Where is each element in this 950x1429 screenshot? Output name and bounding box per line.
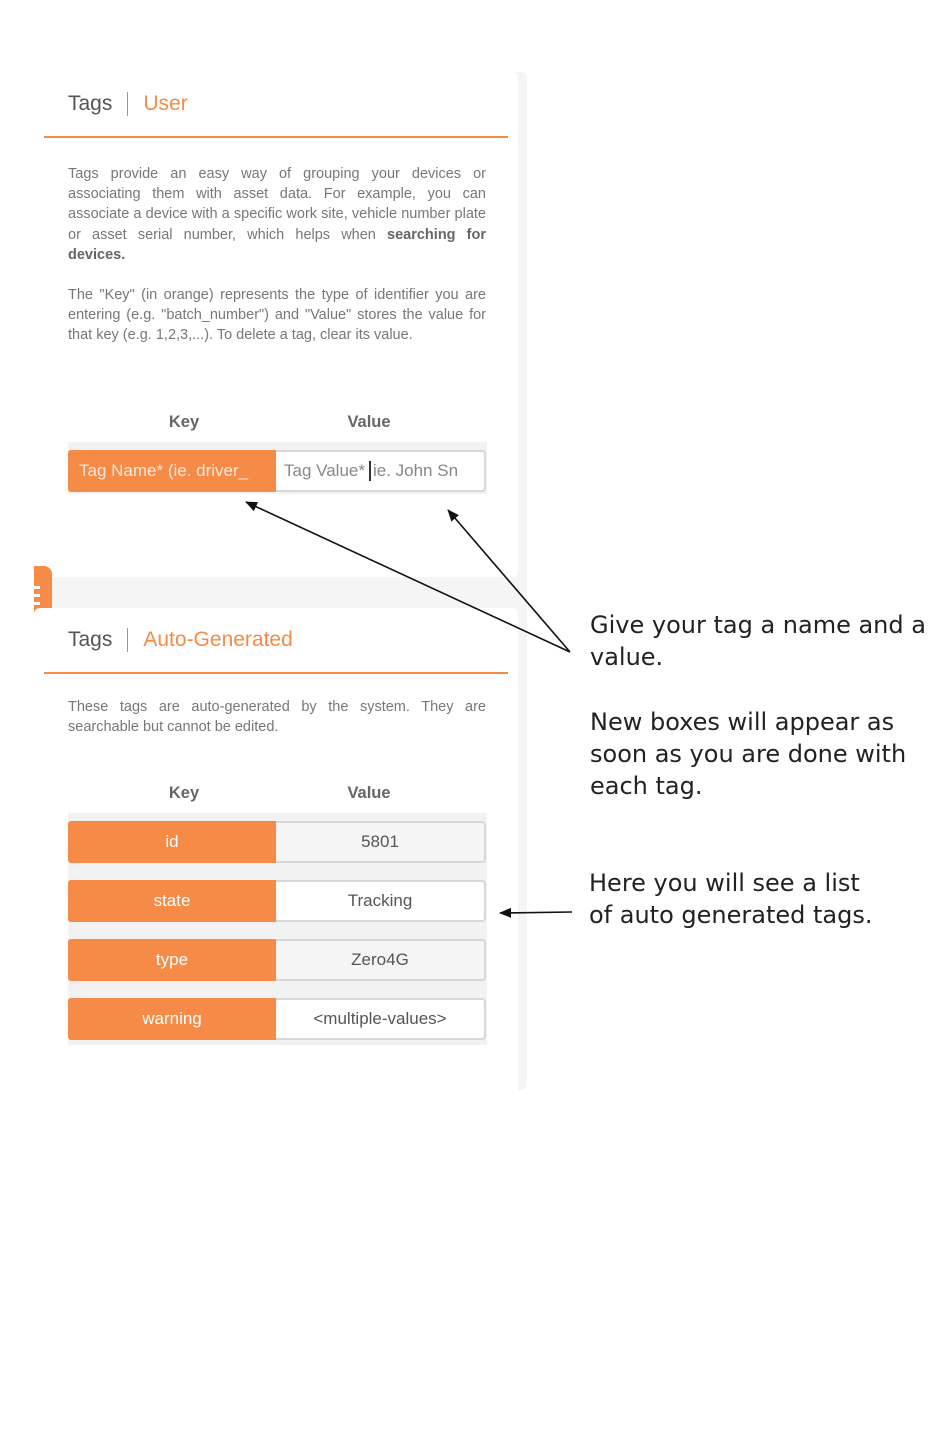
annotation-new-boxes xyxy=(590,706,906,802)
annotation-line: Here you will see a list xyxy=(589,869,860,897)
auto-tag-key: id xyxy=(68,821,276,863)
auto-tags-title: Tags xyxy=(68,628,113,651)
user-tags-subtitle: User xyxy=(143,92,188,115)
description-bold-text: searching for devices. xyxy=(68,226,487,263)
auto-tags-subtitle: Auto-Generated xyxy=(143,628,293,651)
tag-value-placeholder-end: ie. John Sn xyxy=(372,461,459,480)
auto-tag-value: <multiple-values> xyxy=(276,998,486,1040)
auto-tag-value: Zero4G xyxy=(276,939,486,981)
arrow-to-key-input xyxy=(246,502,570,652)
tag-name-input[interactable]: Tag Name* (ie. driver_ xyxy=(68,450,276,492)
auto-tag-key: warning xyxy=(68,998,276,1040)
user-value-header: Value xyxy=(347,413,391,431)
auto-tag-key: state xyxy=(68,880,276,922)
auto-tag-value: Tracking xyxy=(276,880,486,922)
auto-key-header: Key xyxy=(168,784,200,802)
annotation-auto-list xyxy=(589,867,872,931)
auto-value-header: Value xyxy=(347,784,391,802)
user-tags-title: Tags xyxy=(68,92,113,115)
annotation-line: New boxes will appear as xyxy=(590,708,895,736)
tag-value-placeholder-start: Tag Value* xyxy=(284,461,365,480)
auto-tag-value: 5801 xyxy=(276,821,486,863)
annotation-line: value. xyxy=(590,643,664,671)
annotation-name-value xyxy=(590,609,926,673)
annotation-line: each tag. xyxy=(590,772,703,800)
user-tags-key-value-explanation: The "Key" (in orange) represents the type of identifier you are entering (e.g. "batch_number") and "Value" stores the value for that key (e.g. 1,2,3,...). To delete a tag, clear its value. xyxy=(68,287,486,344)
user-key-header: Key xyxy=(168,413,200,431)
annotation-line: Give your tag a name and a xyxy=(590,611,926,639)
auto-tags-description: These tags are auto-generated by the system. They are searchable but cannot be edited. xyxy=(68,699,486,736)
description-text: Tags provide an easy way of grouping your devices or associating them with asset data. For example, you can associate a device with a specific work site, vehicle number plate or asset serial number, which helps when xyxy=(68,166,486,243)
arrow-to-value-input xyxy=(448,510,570,652)
annotation-line: soon as you are done with xyxy=(590,740,907,768)
arrow-to-auto-tags xyxy=(500,912,572,913)
annotation-line: of auto generated tags. xyxy=(589,901,873,929)
auto-tag-key: type xyxy=(68,939,276,981)
